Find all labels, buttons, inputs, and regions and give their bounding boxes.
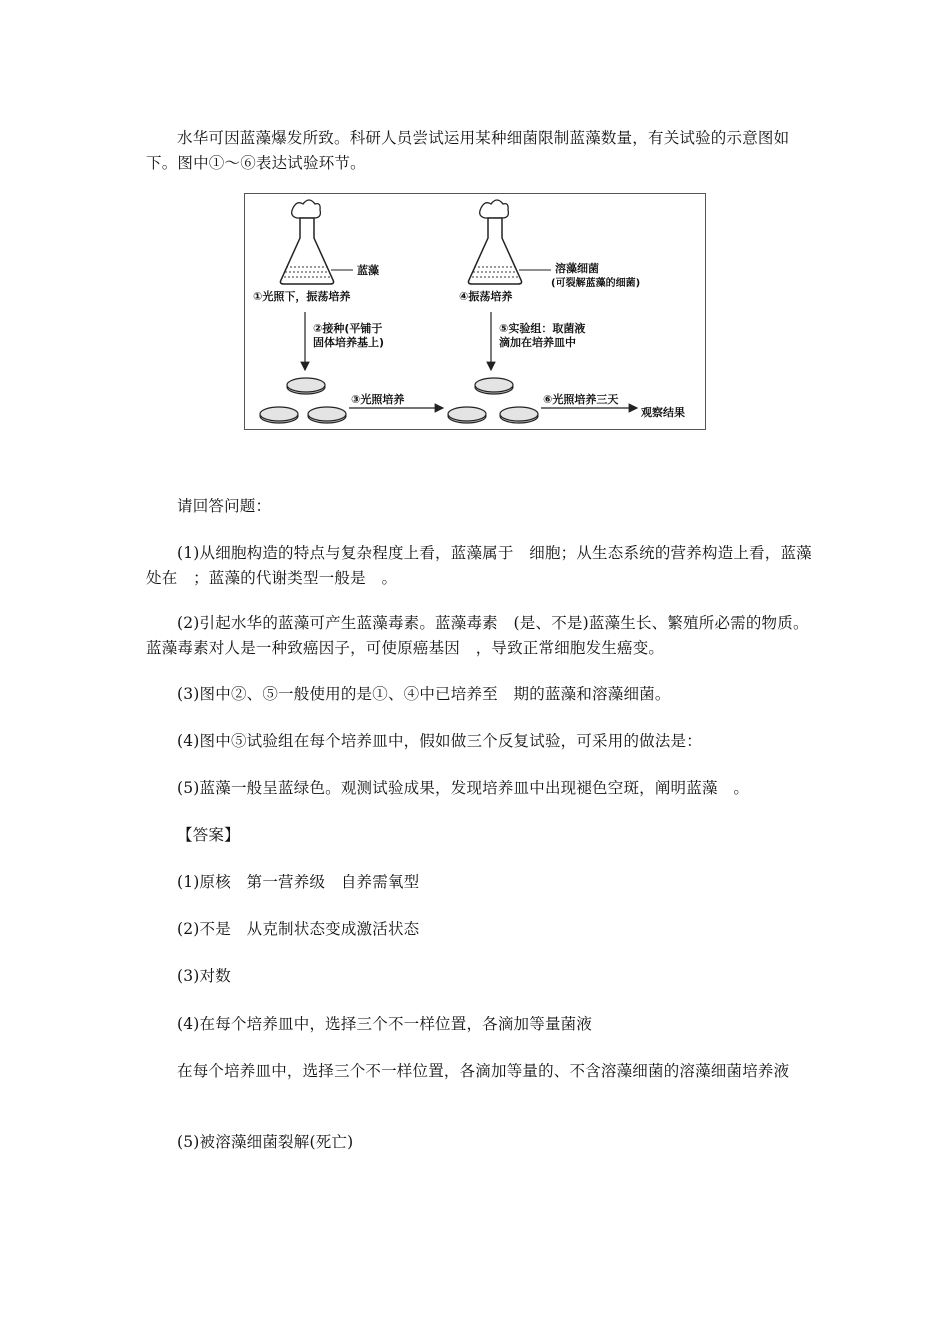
step-2-label-line1: ②接种(平铺于 — [313, 322, 383, 335]
experiment-diagram — [244, 193, 706, 430]
answer-1: (1)原核 第一营养级 自养需氧型 — [177, 873, 420, 891]
answer-4-extra: 在每个培养皿中，选择三个不一样位置，各滴加等量的、不含溶藻细菌的溶藻细菌培养液 — [177, 1062, 790, 1080]
flask-1-icon — [280, 200, 353, 284]
answer-3: (3)对数 — [177, 967, 231, 985]
step-6-label: ⑥光照培养三天 — [543, 393, 619, 406]
petri-dish-icon — [287, 378, 325, 394]
result-label: 观察结果 — [641, 406, 685, 419]
question-3: (3)图中②、⑤一般使用的是①、④中已培养至 期的蓝藻和溶藻细菌。 — [177, 685, 671, 703]
step-3-label: ③光照培养 — [351, 393, 405, 406]
question-1: (1)从细胞构造的特点与复杂程度上看，蓝藻属于 细胞；从生态系统的营养构造上看，蓝藻处在 ；蓝藻的代谢类型一般是 。 — [146, 544, 812, 587]
petri-dish-icon — [308, 407, 346, 423]
answer-heading: 【答案】 — [177, 826, 240, 844]
question-2: (2)引起水华的蓝藻可产生蓝藻毒素。蓝藻毒素 (是、不是)蓝藻生长、繁殖所必需的物质。蓝藻毒素对人是一种致癌因子，可使原癌基因 ，导致正常细胞发生癌变。 — [146, 614, 809, 657]
answer-4: (4)在每个培养皿中，选择三个不一样位置，各滴加等量菌液 — [177, 1015, 593, 1033]
flask-2-label-line2: (可裂解蓝藻的细菌) — [551, 278, 641, 289]
petri-dish-icon — [500, 407, 538, 423]
petri-dish-icon — [448, 407, 486, 423]
answer-2: (2)不是 从克制状态变成激活状态 — [177, 920, 420, 938]
flask-2-label-line1: 溶藻细菌 — [555, 262, 599, 275]
step-4-label: ④振荡培养 — [459, 290, 513, 303]
step-1-label: ①光照下，振荡培养 — [253, 290, 351, 303]
prompt-text: 请回答问题： — [177, 497, 272, 515]
step-5-label-line1: ⑤实验组：取菌液 — [499, 322, 586, 335]
petri-dish-icon — [260, 407, 298, 423]
question-4: (4)图中⑤试验组在每个培养皿中，假如做三个反复试验，可采用的做法是： — [177, 732, 702, 750]
step-5-label-line2: 滴加在培养皿中 — [499, 336, 576, 349]
intro-paragraph: 水华可因蓝藻爆发所致。科研人员尝试运用某种细菌限制蓝藻数量，有关试验的示意图如下。图中①～⑥表达试验环节。 — [146, 129, 790, 172]
flask-2-icon — [468, 200, 551, 284]
answer-5: (5)被溶藻细菌裂解(死亡) — [177, 1133, 354, 1151]
flask-1-label: 蓝藻 — [357, 264, 379, 277]
question-5: (5)蓝藻一般呈蓝绿色。观测试验成果，发现培养皿中出现褪色空斑，阐明蓝藻 。 — [177, 779, 750, 797]
step-2-label-line2: 固体培养基上) — [313, 336, 385, 349]
petri-dish-icon — [475, 378, 513, 394]
